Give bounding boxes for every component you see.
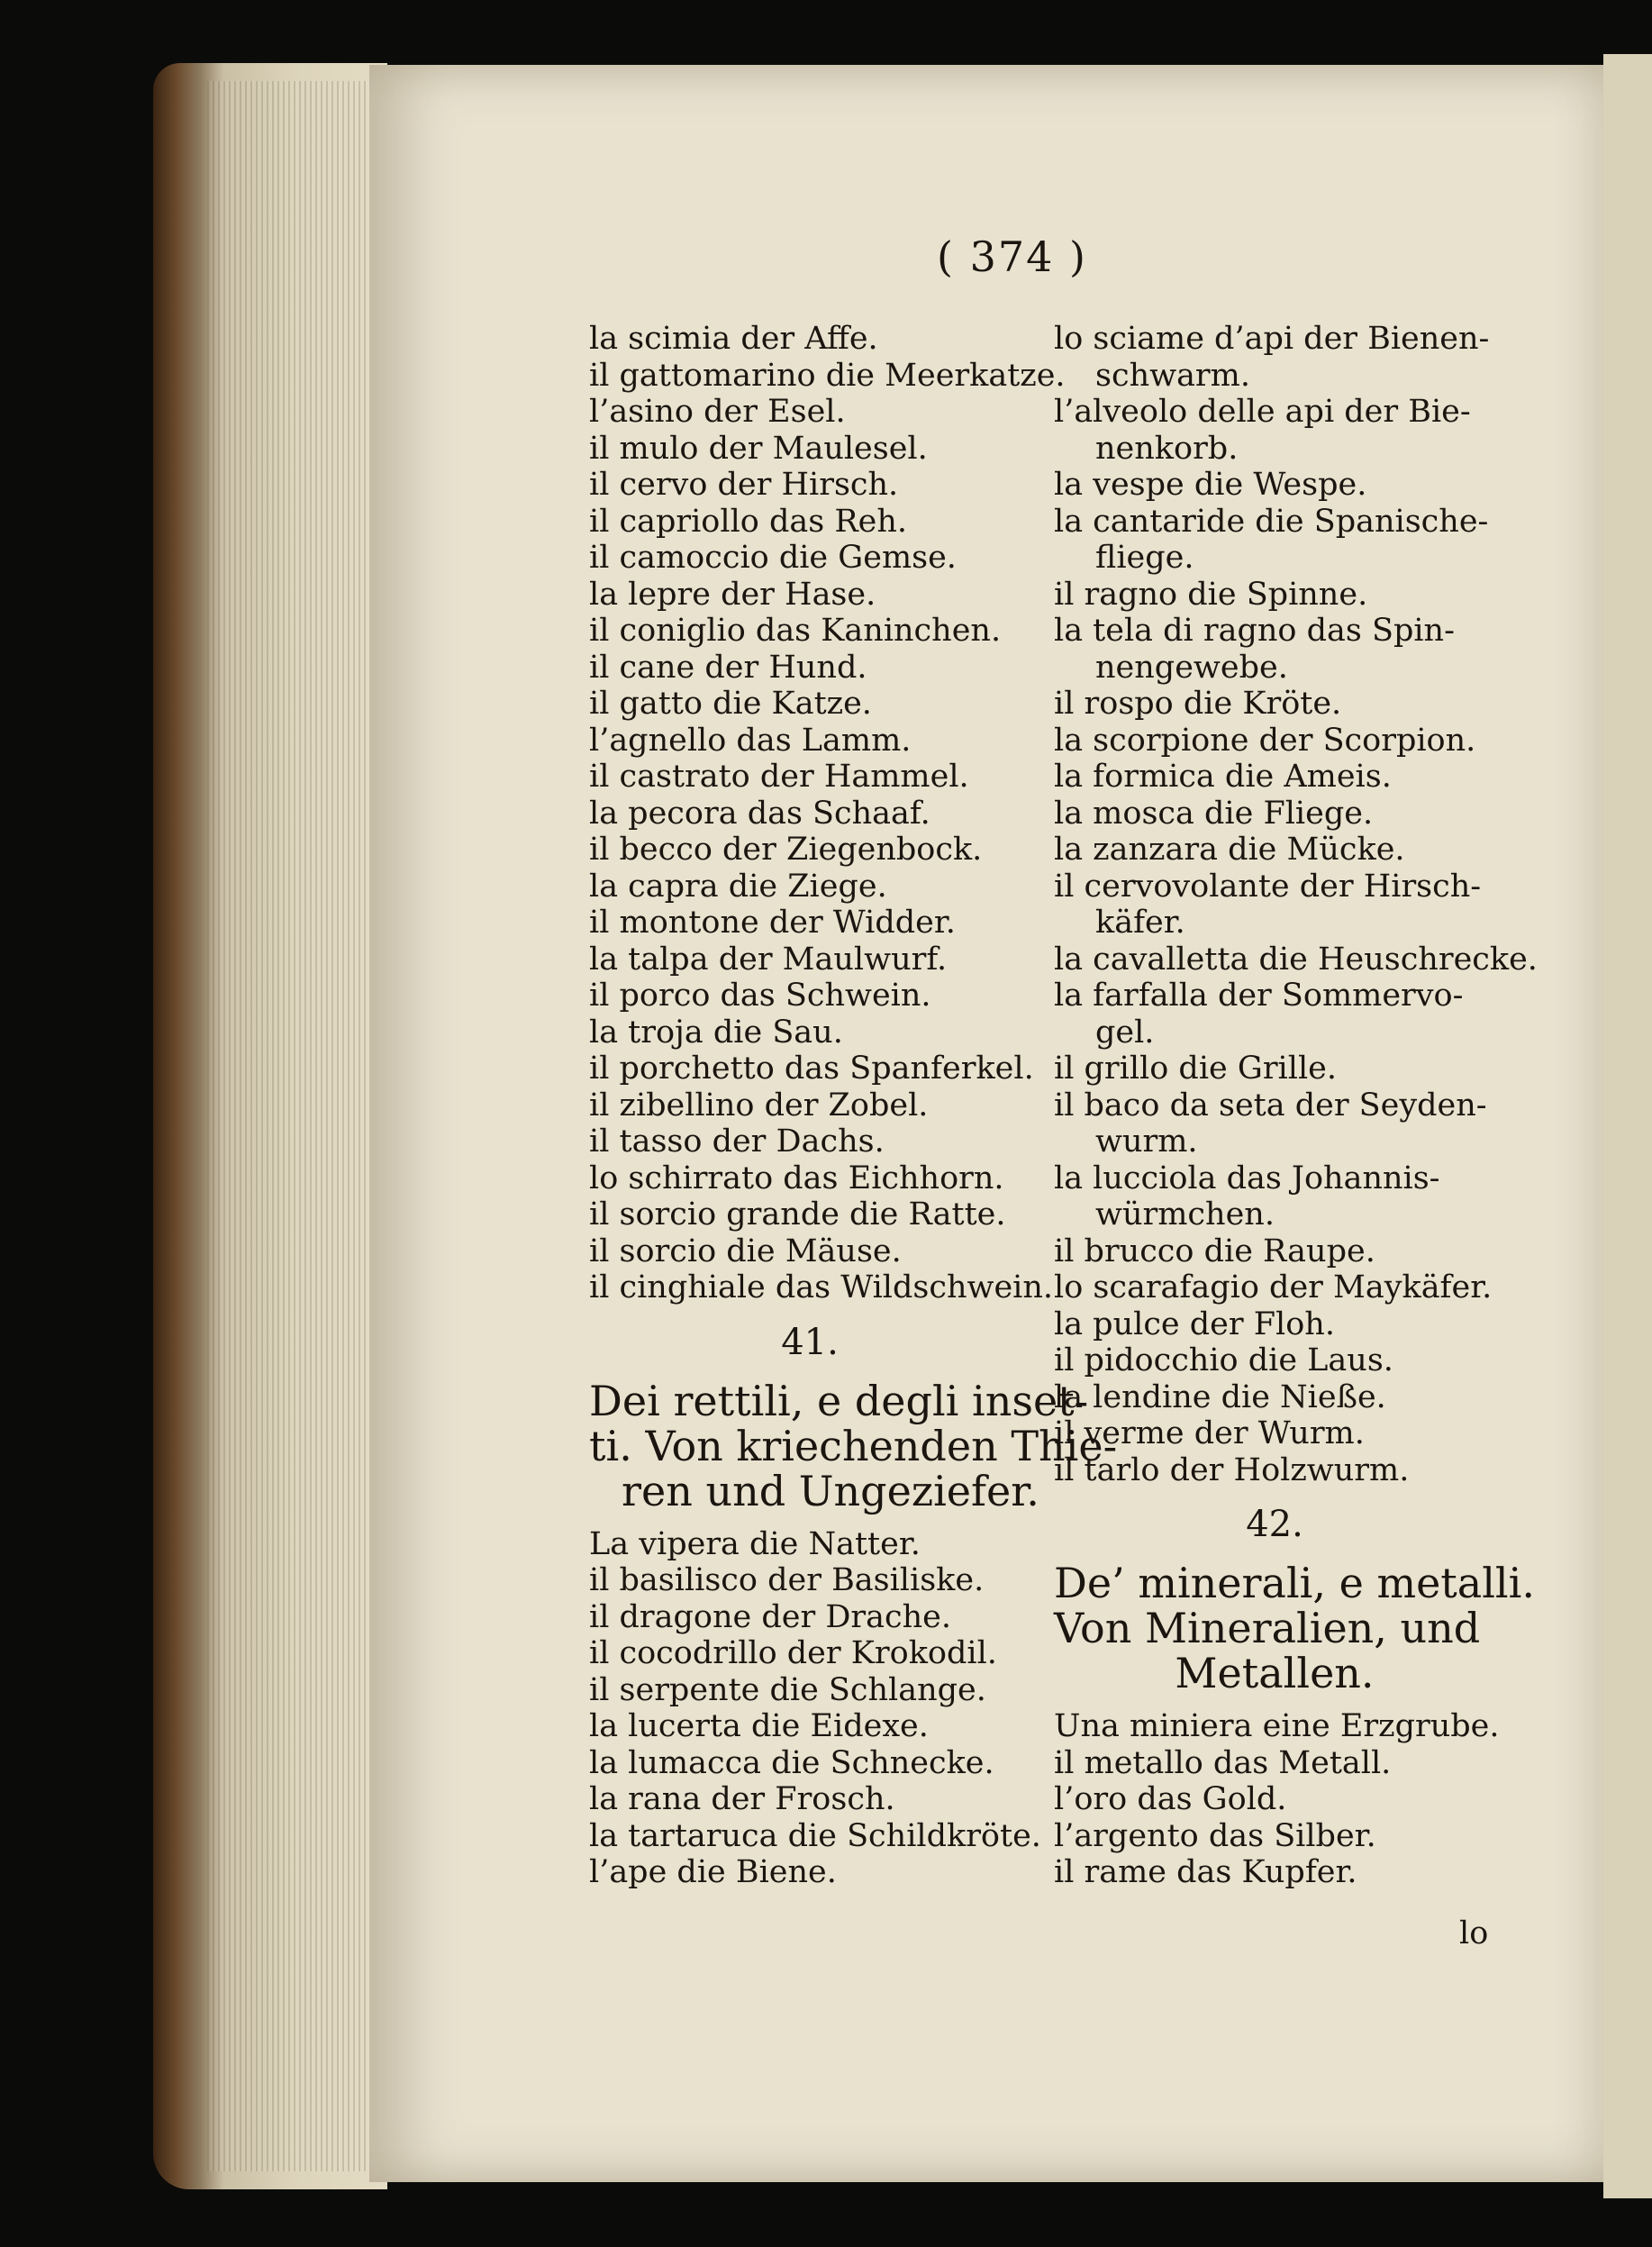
entry-line: la lepre der Hase. bbox=[589, 576, 876, 613]
entry-line: il cinghiale das Wildschwein. bbox=[589, 1269, 1054, 1305]
entry-line: la cavalletta die Heuschrecke. bbox=[1054, 941, 1538, 978]
left-entries-list-2 bbox=[589, 1525, 1041, 1891]
entry-line: la zanzara die Mücke. bbox=[1054, 832, 1405, 868]
entry-line: la lucciola das Johannis- bbox=[1054, 1160, 1440, 1196]
section-number-41: 41. bbox=[781, 1321, 839, 1363]
entry-line: il porchetto das Spanferkel. bbox=[589, 1051, 1034, 1087]
entry-line: lo sciame d’api der Bienen- bbox=[1054, 321, 1490, 357]
entry-line: il sorcio grande die Ratte. bbox=[589, 1196, 1006, 1233]
page-number: ( 374 ) bbox=[937, 232, 1087, 281]
right-entries-list bbox=[1054, 321, 1538, 1488]
entry-line: il cervovolante der Hirsch- bbox=[1054, 868, 1482, 905]
entry-line: il rame das Kupfer. bbox=[1054, 1854, 1357, 1890]
section-heading-line: ti. Von kriechenden Thie- bbox=[589, 1421, 1118, 1470]
entry-line: la vespe die Wespe. bbox=[1054, 467, 1367, 503]
section-heading-line: Von Mineralien, und bbox=[1054, 1604, 1481, 1652]
entry-line: gel. bbox=[1095, 1014, 1155, 1051]
entry-line: l’alveolo delle api der Bie- bbox=[1054, 394, 1471, 430]
right-column bbox=[1054, 321, 1538, 1891]
entry-line: il porco das Schwein. bbox=[589, 978, 931, 1014]
entry-line: la farfalla der Sommervo- bbox=[1054, 978, 1464, 1014]
entry-line: il coniglio das Kaninchen. bbox=[589, 613, 1002, 649]
entry-line: il tasso der Dachs. bbox=[589, 1124, 885, 1160]
entry-line: la pecora das Schaaf. bbox=[589, 795, 930, 832]
entry-line: l’asino der Esel. bbox=[589, 394, 846, 430]
entry-line: la lendine die Nieße. bbox=[1054, 1378, 1386, 1415]
entry-line: la scorpione der Scorpion. bbox=[1054, 722, 1476, 759]
section-heading-line: ren und Ungeziefer. bbox=[622, 1466, 1039, 1515]
right-entries-list-2 bbox=[1054, 1708, 1500, 1891]
entry-line: l’oro das Gold. bbox=[1054, 1781, 1287, 1817]
entry-line: il serpente die Schlange. bbox=[589, 1671, 986, 1708]
entry-line: Una miniera eine Erzgrube. bbox=[1054, 1708, 1500, 1744]
entry-line: il cane der Hund. bbox=[589, 649, 867, 686]
entry-line: il rospo die Kröte. bbox=[1054, 686, 1342, 722]
entry-line: la rana der Frosch. bbox=[589, 1781, 895, 1817]
entry-line: la formica die Ameis. bbox=[1054, 759, 1392, 795]
entry-line: il gattomarino die Meerkatze. bbox=[589, 357, 1066, 394]
section-heading-line: De’ minerali, e metalli. bbox=[1054, 1559, 1535, 1607]
left-column bbox=[589, 321, 1118, 1891]
entry-line: il camoccio die Gemse. bbox=[589, 540, 957, 576]
entry-line: la capra die Ziege. bbox=[589, 868, 887, 905]
entry-line: la troja die Sau. bbox=[589, 1014, 843, 1051]
entry-line: la pulce der Floh. bbox=[1054, 1305, 1335, 1342]
entry-line: fliege. bbox=[1095, 540, 1194, 576]
entry-line: il sorcio die Mäuse. bbox=[589, 1233, 902, 1269]
entry-line: il verme der Wurm. bbox=[1054, 1415, 1365, 1451]
section-number-42: 42. bbox=[1246, 1504, 1303, 1545]
book-page-edges bbox=[153, 63, 387, 2189]
entry-line: la lumacca die Schnecke. bbox=[589, 1744, 994, 1781]
entry-line: il grillo die Grille. bbox=[1054, 1051, 1337, 1087]
entry-line: il pidocchio die Laus. bbox=[1054, 1342, 1393, 1378]
left-entries-list bbox=[589, 321, 1066, 1306]
entry-line: il becco der Ziegenbock. bbox=[589, 832, 983, 868]
entry-line: la talpa der Maulwurf. bbox=[589, 941, 948, 978]
entry-line: käfer. bbox=[1095, 905, 1185, 941]
entry-line: schwarm. bbox=[1095, 357, 1250, 394]
entry-line: il brucco die Raupe. bbox=[1054, 1233, 1375, 1269]
entry-line: lo scarafagio der Maykäfer. bbox=[1054, 1269, 1493, 1305]
entry-line: l’agnello das Lamm. bbox=[589, 722, 912, 759]
entry-line: il gatto die Katze. bbox=[589, 686, 872, 722]
entry-line: wurm. bbox=[1095, 1124, 1198, 1160]
entry-line: il ragno die Spinne. bbox=[1054, 576, 1368, 613]
entry-line: lo schirrato das Eichhorn. bbox=[589, 1160, 1004, 1196]
entry-line: nengewebe. bbox=[1095, 649, 1288, 686]
entry-line: il zibellino der Zobel. bbox=[589, 1087, 929, 1124]
entry-line: l’ape die Biene. bbox=[589, 1854, 837, 1890]
entry-line: il cocodrillo der Krokodil. bbox=[589, 1635, 997, 1671]
section-heading-line: Metallen. bbox=[1175, 1649, 1375, 1697]
entry-line: la cantaride die Spanische- bbox=[1054, 503, 1489, 540]
entry-line: würmchen. bbox=[1095, 1196, 1275, 1233]
entry-line: nenkorb. bbox=[1095, 430, 1239, 467]
entry-line: la mosca die Fliege. bbox=[1054, 795, 1374, 832]
entry-line: la lucerta die Eidexe. bbox=[589, 1708, 929, 1744]
entry-line: il baco da seta der Seyden- bbox=[1054, 1087, 1487, 1124]
catchword: lo bbox=[1459, 1915, 1489, 1951]
entry-line: il basilisco der Basiliske. bbox=[589, 1562, 985, 1598]
entry-line: il capriollo das Reh. bbox=[589, 503, 908, 540]
entry-line: la tela di ragno das Spin- bbox=[1054, 613, 1455, 649]
facing-page-edge bbox=[1603, 54, 1652, 2198]
entry-line: il cervo der Hirsch. bbox=[589, 467, 899, 503]
entry-line: il tarlo der Holzwurm. bbox=[1054, 1451, 1410, 1488]
entry-line: il metallo das Metall. bbox=[1054, 1744, 1392, 1781]
entry-line: la scimia der Affe. bbox=[589, 321, 878, 357]
entry-line: il dragone der Drache. bbox=[589, 1598, 951, 1635]
entry-line: il montone der Widder. bbox=[589, 905, 956, 941]
section-heading-line: Dei rettili, e degli inset- bbox=[589, 1376, 1089, 1425]
entry-line: la tartaruca die Schildkröte. bbox=[589, 1817, 1041, 1854]
entry-line: l’argento das Silber. bbox=[1054, 1817, 1376, 1854]
entry-line: il castrato der Hammel. bbox=[589, 759, 969, 795]
entry-line: La vipera die Natter. bbox=[589, 1525, 921, 1562]
entry-line: il mulo der Maulesel. bbox=[589, 430, 928, 467]
